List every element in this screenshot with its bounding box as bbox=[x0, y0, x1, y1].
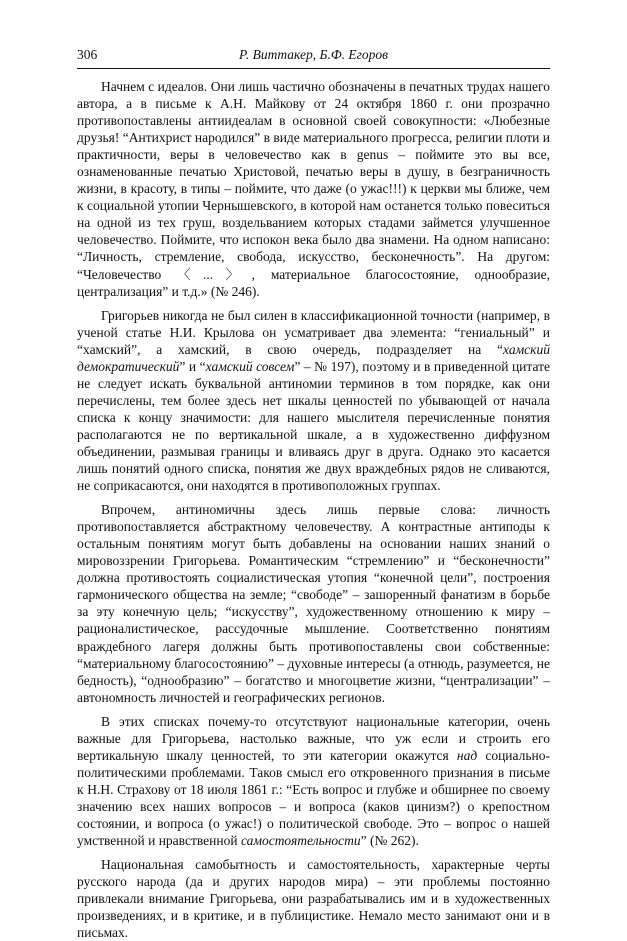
text-segment: социально-политическими проблемами. Таков смысл его откровенного признания в письме к Н.Н. Страхову от 18 июля 1861 г.: “Есть вопрос и глубже и обширнее по своему значению всех наших вопросов – и вопроса (каков цинизм?) о крепостном состоянии, и вопроса (о ужас!) о политической свободе. Это – вопрос о нашей умственной и нравственной bbox=[77, 747, 551, 849]
paragraph-2 bbox=[77, 307, 550, 495]
text-segment: Начнем с идеалов. Они лишь частично обозначены в печатных трудах нашего автора, а в письме к А.Н. Майкову от 24 октября 1860 г. они прозрачно противопоставлены антиидеалам в основной своей совокупности: «Любезные друзья! “Антихрист народился” в виде материального прогресса, религии плоти и практичности, веры в человечество как в genus – поймите это вы все, ознаменованные печатью Христовой, печатью веры в душу, в безграничность жизни, в красоту, в типы – поймите, что даже (о ужас!!!) к церкви мы ближе, чем к социальной утопии Чернышевского, в которой нам останется только повеситься на одной из тех груш, воздельванием которых стадами займется улучшенное человечество. Поймите, что испокон века было два знамени. На одном написано: “Личность, стремление, свобода, искусство, бесконечность”. На другом: “Человечество 〈...〉, материальное благосостояние, однообразие, централизация” и т.д.» (№ 246). bbox=[77, 79, 550, 299]
body-text bbox=[77, 78, 550, 941]
text-segment: В этих списках почему-то отсутствуют национальные категории, очень важные для Григорьева, настолько важные, что уж если и строить его вертикальную шкалу ценностей, то эти категории окажутся bbox=[77, 713, 550, 763]
text-segment: Национальная самобытность и самостоятельность, характерные черты русского народа (да и других народов мира) – эти проблемы постоянно привлекали внимание Григорьева, они разрабатывались им и в художественных произведениях, и в критике, и в публицистике. Немало место занимают они и в письмах. bbox=[77, 857, 550, 941]
paragraph-5 bbox=[77, 856, 550, 941]
paragraph-1 bbox=[77, 78, 550, 300]
header-rule bbox=[77, 68, 550, 69]
page-number: 306 bbox=[77, 47, 98, 62]
italic-text: самостоятельности bbox=[240, 833, 361, 849]
text-segment: Впрочем, антиномичны здесь лишь первые слова: личность противопоставляется абстрактному человечеству. А контрастные антиподы к остальным понятиям могут быть добавлены на основании наших знаний о мировоззрении Григорьева. Романтическим “стремлению” и “бесконечности” должна противостоять социалистическая утопия “конечной цели”, построения гармонического общества на земле; “свободе” – зашоренный фанатизм в борьбе за эту конечную цель; “искусству”, художественному отношению к миру – рационалистическое, рассудочные мышление. Соответственно понятиям враждебного лагеря должны быть противопоставлены свои собственные: “материальному благосостоянию” – духовные интересы (а отнюдь, разумеется, не бедность), “однообразию” – богатство и многоцветие жизни, “централизации” – автономность личностей и географических регионов. bbox=[77, 502, 550, 705]
italic-text: хамский совсем bbox=[205, 358, 295, 374]
text-segment: ” – № 197), поэтому и в приведенной цитате не следует искать буквальной антиномии терминов в том порядке, как они перечислены, тем более здесь нет шкалы ценностей по убывающей от начала списка к концу значимости: для нашего мыслителя перечисленные понятия располагаются не по вертикальной шкале, а в художественно диффузном объединении, размывая границы и вливаясь друг в друга. Однако это касается лишь понятий одного списка, понятия же двух враждебных рядов не сливаются, не соприкасаются, они находятся в противоположных группах. bbox=[77, 358, 550, 494]
text-segment: ” и “ bbox=[179, 358, 206, 374]
text-segment: ” (№ 262). bbox=[360, 833, 419, 849]
italic-text: хамский демократический bbox=[77, 341, 550, 374]
italic-text: над bbox=[456, 747, 478, 763]
text-segment: Григорьев никогда не был силен в классификационной точности (например, в ученой статье Н.И. Крылова он усматривает два элемента: “гениальный” и “хамский”, а хамский, в свою очередь, подразделяет на “ bbox=[77, 307, 550, 357]
paragraph-4 bbox=[77, 713, 550, 849]
page-header bbox=[77, 47, 550, 67]
running-head: Р. Виттакер, Б.Ф. Егоров bbox=[238, 47, 389, 62]
paragraph-3 bbox=[77, 501, 550, 706]
